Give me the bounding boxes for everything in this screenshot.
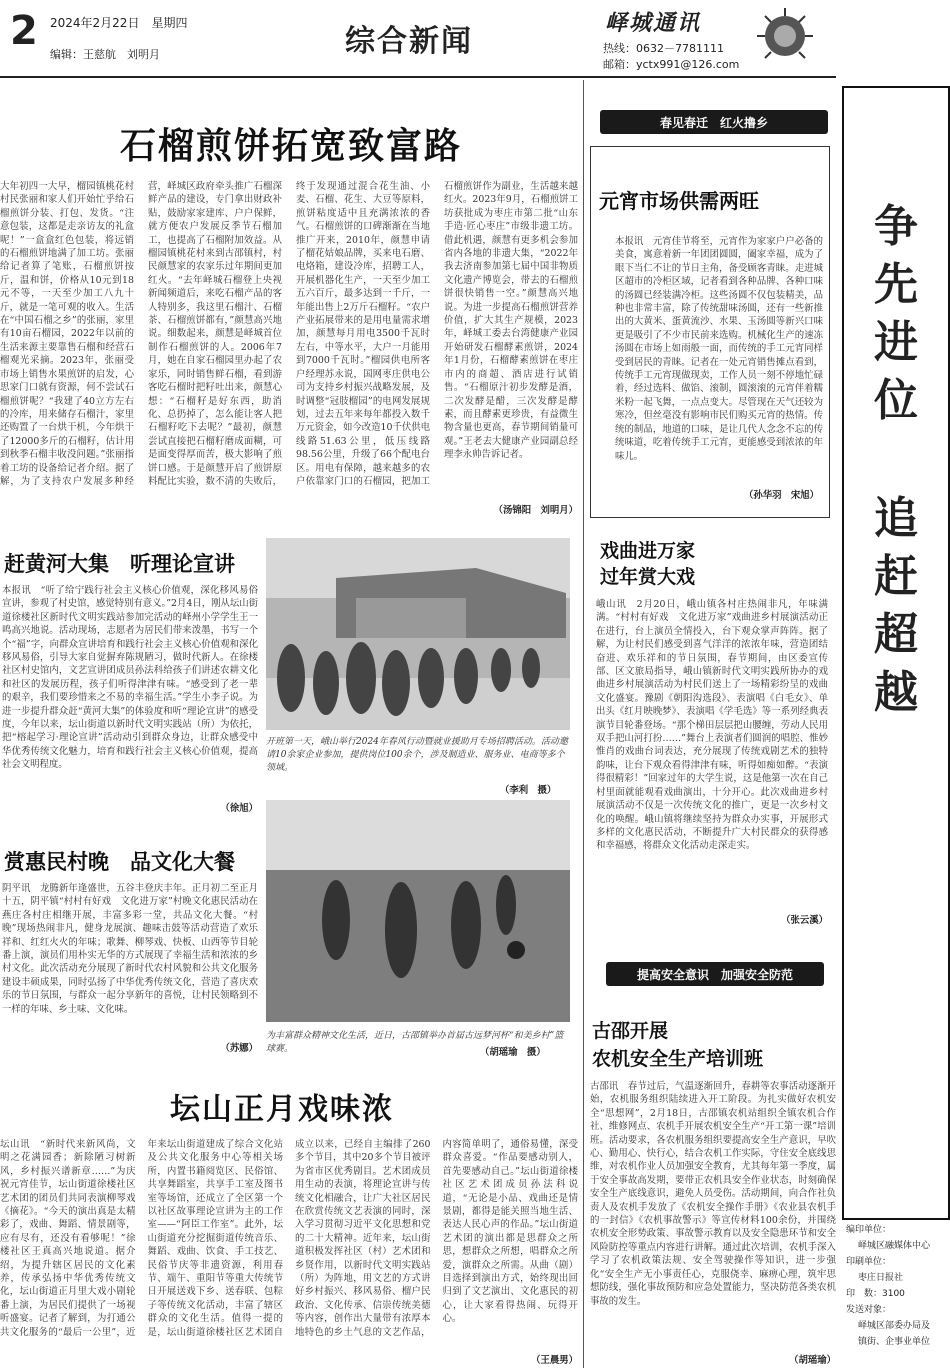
- article-body: 阴平讯 龙腾新年逢盛世，五谷丰登庆丰年。正月初二至正月十五，阴平镇“村村有好戏 文化进万家”村晚文化惠民活动在燕庄各村庄相继开展，丰富多彩一堂，共品文化大餐。“村晚”现场热闹非凡，健身龙展演、趣味击鼓等活动营造了欢乐祥和、红红火火的年味；歌舞、柳琴戏、快板、山西等节目轮番上演，演员们用朴实无华的方式展现了幸福生活和浓浓的乡村文化。此次活动充分展现了新时代农村风貌和公共文化服务建设丰硕成果，同时弘扬了中华优秀传统文化，营造了喜庆欢乐的节日氛围，与群众一起分享新年的喜悦，让村民领略到不一样的年味、乡土味、文化味。: [2, 883, 258, 1015]
- imprint-line: 镇街、企事业单位: [858, 1337, 931, 1347]
- hotline: 热线：0632－7781111: [603, 42, 724, 55]
- band-spring: 春见春迁 红火撸乡: [600, 110, 828, 134]
- article-tanshan: [0, 1138, 578, 1366]
- slogan-char: 进: [874, 317, 918, 368]
- byline: （胡瑶瑜）: [789, 1355, 836, 1366]
- byline: （孙华羽 宋旭）: [743, 490, 819, 501]
- imprint-line: 枣庄日报社: [858, 1273, 904, 1283]
- article-body: 本报讯 “听了给宁践行社会主义核心价值观，深化移风易俗宣讲，参观了村史馆，感觉特别有意义。”2月4日，刚从坛山街道徐楼社区新时代文明实践站参加完活动的峄州小学学生王一鸣高兴地说。活动现场，志愿者为居民们带来泼墨，书写一个个“福”字，向群众宣讲培育和践行社会主义核心价值观和深化移风易俗，引导大家自觉摒弃陈规陋习，做时代新人。在徐楼社区村史馆内，文艺宣讲团成员孙法科给孩子们讲述农耕文化和社区的发展历程，孩子们听得津津有味。“感受到了老一辈的艰辛，我们要珍惜来之不易的幸福生活。”学生小李子说。为进一步提升群众赶“黄河大集”的体验度和听“理论宣讲”的感受度，今年以来，坛山街道以新时代文明实践站（所）为依托，把“榕起学习·理论宣讲”活动动引到群众身边，让群众感受中华优秀传统文化魅力，培育和践行社会主义核心价值观，提高社会文明程度。: [2, 585, 258, 771]
- slogan-char: 追: [874, 493, 918, 544]
- photo-recruitment: [266, 538, 570, 730]
- article-title-agri-1: 古邵开展: [592, 1020, 669, 1042]
- byline: （汤锦阳 刘明月）: [493, 505, 578, 516]
- basketball-scene-icon: [266, 800, 570, 1022]
- article-body: 峨山讯 2月20日，峨山镇各村庄热闹非凡，年味满满。“村村有好戏 文化进万家”戏曲进乡村展演活动正在进行，台上演员全情投入，台下观众掌声阵阵。据了解，为让村民们感受到喜气洋洋的浓浓年味，营造团结奋进、欢乐祥和的节日氛围，春节期间，由区委宣传部、区文旅局指导，峨山镇新时代文明实践所协办的戏曲进乡村展演活动为村民们送上了一场精彩纷呈的戏曲文化盛宴。豫剧《朝阳沟选段》、表演唱《白毛女》、单出头《红月映晚梦》、表演唱《学毛选》等一系列经典表演节目轮番登场。“那个梯田层层把山腰缠，劳动人民用双手把山河打扮……”舞台上表演者们圆润的唱腔、惟妙惟肖的戏曲台词表达，充分展现了传统戏剧艺术的独特韵味，让台下观众看得津津有味，听得如痴如醉。“表演得很精彩！”回家过年的大学生说，这是他第一次在自己村里面就能观看戏曲演出，十分开心。此次戏曲进乡村展演活动不仅是一次传统文化的推广，更是一次乡村文化的唤醒。峨山镇将继续坚持为群众办实事，开展形式多样的文化惠民活动，不断提升广大村民群众的获得感和幸福感，将群众文化活动走深走实。: [596, 599, 828, 852]
- slogan-group-2: [844, 490, 948, 722]
- slogan-char: 赶: [874, 551, 918, 602]
- slogan-char: 越: [874, 667, 918, 718]
- page-number: 2: [10, 8, 38, 54]
- slogan-char: 先: [874, 259, 918, 310]
- byline: （苏娜）: [220, 1043, 258, 1054]
- photo-caption-basketball: 为丰富群众精神文化生活，近日，古邵镇举办首届古远梦河杯“和美乡村”篮球赛。: [266, 1031, 564, 1054]
- article-body: 古邵讯 春节过后，气温逐渐回升，春耕等农事活动逐渐开始，农机服务组织陆续进入开工阶段。为扎实做好农机安全“思想网”，2月18日，古邵镇农机站组织全镇农机合作社、维修网点、农机手开展农机安全生产“开工第一课”培训班。活动要求，各农机服务组织要提高安全生产意识，早吹心、勤用心、快行心，结合农机工作实际，守住安全底线思维，对农机作业人员加强安全教育，尤其每年第一季度，属于安全事故高发期，要带正农机具安全作业状态，时刻确保安全生产底线意识，避免人员受伤。活动期间，向合作社负责人及农机手发放了《农机安全操作手册》《农业县农机手的一封信》《农机事故警示》等宣传材料100余份，并围绕农机安全形势政策、事故警示教育以及安全隐患环节和安全风险防控等重点内容进行讲解。通过此次培训，农机手深入学习了农机政策法规、安全驾驶操作等知识，进一步强化“安全生产无小事责任心，克服侥幸、麻痹心理，筑牢思想防线，强化事故预防和应急处置能力，坚决防范各类农机事故的发生。: [590, 1081, 836, 1307]
- article-body: 坛山讯 “新时代来新风尚，文明之花满园香；新除陋习树新风，乡村振兴谱新章……”为庆祝元宵佳节，坛山街道徐楼社区艺术团的团员们共同表演柳琴戏《摘花》。“今天的演出真是太精彩了，戏曲、舞蹈、情景剧等，应有尽有，还没有看够呢！”徐楼社区王真高兴地说道。据介绍，为提升辖区居民的文化素养，传承弘扬中华优秀传统文化，坛山街道正月里大戏小剧轮番上演，为居民们提供了一场视听盛宴。记者了解到，为打通公共文化服务的“最后一公里”，近年来坛山街道建成了综合文化站及公共文化服务中心等相关场所，内置书籍阅览区、民俗馆、共享舞蹈室，共享手工室及图书室等场馆，还成立了全区第一个以社区故事理论宣讲为主的工作室——“阿臣工作室”。此外，坛山街道充分挖掘街道传统音乐、舞蹈、戏曲、饮食、手工技艺、民俗节庆等非遗资源，利用春节、端午、重阳节等重大传统节日开展送戏下乡、送春联、包粽子等传统文化活动，丰富了辖区群众的文化生活。值得一提的是，坛山街道徐楼社区艺术团自成立以来，已经自主编排了260多个节目，其中20多个节目被评为省市区优秀剧目。艺术团成员用生动的表演，将理论宣讲与传统文化相融合，让广大社区居民在欣赏传统文艺表演的同时，深入学习贯彻习近平文化思想和党的二十大精神。近年来，坛山街道积极发挥社区（村）艺术团和乡贤作用，以新时代文明实践站（所）为阵地，用文艺的方式讲好乡村振兴、移风易俗、榴户民政治、文化传承、信崇传统美德等内容，创作出大量带有浓厚本地特色的乡土气息的文艺作品，内容简单明了，通俗易懂，深受群众喜爱。“作品要感动别人，首先要感动自己。”坛山街道徐楼社区艺术团成员孙法科说道，“无论是小品、戏曲还是情景剧，都得是能关照当地生活、表达人民心声的作品。”坛山街道艺术团的演出都是思群众之所思，想群众之所想，唱群众之所爱，演群众之所需。从曲（剧）目选择到演出方式，始终现出回归到了文艺演出、文化惠民的初心，让大家看得热闹、玩得开心。: [0, 1139, 578, 1338]
- article-title-opera-2: 过年赏大戏: [600, 566, 696, 588]
- byline: （张云溪）: [781, 915, 828, 926]
- slogan-box: [842, 86, 950, 1220]
- section-title: 综合新闻: [345, 24, 473, 59]
- imprint-line: 编印单位：: [846, 1225, 892, 1235]
- imprint-line: 发送对象：: [846, 1305, 892, 1315]
- article-title-lantern: 元宵市场供需两旺: [599, 189, 759, 213]
- article-title-yellowriver: 赶黄河大集 听理论宣讲: [4, 552, 235, 576]
- issue-date: 2024年2月22日 星期四: [50, 16, 188, 30]
- article-title-pomegranate: 石榴煎饼拓宽致富路: [120, 126, 463, 167]
- byline: （王晨男）: [531, 1355, 578, 1366]
- slogan-text: [844, 198, 948, 722]
- article-yellowriver: [2, 584, 258, 814]
- article-title-opera-1: 戏曲进万家: [600, 540, 696, 562]
- article-title-tanshan: 坛山正月戏味浓: [170, 1092, 394, 1127]
- article-agri: [590, 1080, 836, 1366]
- article-lantern-box: [590, 146, 830, 518]
- article-pomegranate: [0, 180, 578, 520]
- photo-basketball: [266, 800, 570, 1022]
- imprint-line: 印刷单位：: [846, 1257, 892, 1267]
- article-opera: [596, 598, 828, 928]
- recruitment-scene-icon: [266, 538, 570, 730]
- email: 邮箱：yctx991@126.com: [603, 58, 740, 71]
- header-rule: [0, 76, 836, 78]
- photo-credit-basketball: （胡瑶瑜 摄）: [480, 1047, 546, 1058]
- slogan-char: 超: [874, 609, 918, 660]
- article-body: 本报讯 元宵佳节将至，元宵作为家家户户必备的美食，寓意着新一年团团圆圆，阖家幸福，成为了眼下当仁不让的节日主角，备受顾客青睐。走进城区超市的冷柜区域，记者看到各种品牌、各种口味的汤圆已经装满冷柜。这些汤圆不仅包装精美，品种也非常丰富，除了传统甜味汤圆，还有一些新推出的大黄米、蛋黄流沙、水果、玉汤圆等新兴口味更是吸引了不少市民前来选购。机械化生产的速冻汤圆在市场上如雨般一面，而传统的手工元宵同样受到居民的青睐。记者在一处元宵销售摊点看到，传统手工元宵现做现卖，工作人员一刻不停地忙碌着，经过选料、做馅、滚制，圆滚滚的元宵伴着糯米粉一起飞舞，一点点变大。尽管现在天气还较为寒冷，但丝毫没有影响市民们购买元宵的热情。传统的制品，地道的口味，是让几代人念念不忘的传统味道，吃着传统手工元宵，更能感受到浓浓的年味儿。: [615, 236, 823, 462]
- byline: （徐旭）: [220, 803, 258, 814]
- imprint-line: 峄城区部委办局及: [858, 1321, 931, 1331]
- imprint: [846, 1222, 946, 1350]
- imprint-line: 印 数：3100: [846, 1289, 905, 1299]
- band-safety: 提高安全意识 加强安全防范: [606, 962, 824, 986]
- article-title-agri-2: 农机安全生产培训班: [592, 1048, 764, 1070]
- photo-caption-recruitment: 开班第一天，峨山举行2024年春风行动暨就业援助月专场招聘活动。活动邀请10余家企业参加，提供岗位100余个，涉及制造业、服务业、电商等多个领域。: [266, 737, 568, 773]
- slogan-char: 争: [874, 201, 918, 252]
- article-body: 大年初四一大早，榴园镇桃花村村民张丽和家人们开始忙乎给石榴煎饼分装、打包、发货。“注意包装，这都是走亲访友的礼盒呢！”一盒盒红色包装，将远销的石榴煎饼地满了加工坊。张丽给记者算了笔账，石榴煎饼按斤，温和饼，价格从10元到18元不等，一天至少加工八九十斤，就是一笔可观的收入。生活在“中国石榴之乡”的张丽，家里有10亩石榴园，2022年以前的生活来源主要靠售石榴和经营石榴观光采摘。2023年，张丽受市场上销售水果煎饼的启发，心思家门口就有资源，何不尝试石榴煎饼呢？“我建了40立方左右的冷库，用来储存石榴汁，家里还购置了一台烘干机，今年烘干了12000多斤的石榴籽，估计用到秋季石榴丰收没问题。”张丽指着工坊的设备给记者介绍。据了解，为了支持农户发展多种经营，峄城区政府牵头推广石榴深鲜产品的建设，专门拿出财政补贴，鼓励家家建库、户户保鲜，就方便农户发展反季节石榴加工，也提高了石榴附加效益。从榴园镇桃花村来到古邵镇村，村民颜慧家的农家乐过年期间更加红火。“去年峄城石榴登上央视新闻频道后，来吃石榴产品的客人特别多，我这里石榴汁、石榴茶、石榴煎饼都有，”颜慧高兴地说。细数起来，颜慧是峄城首位制作石榴煎饼的人。2006年7月，她在自家石榴园里办起了农家乐，同时销售鲜石榴，看到游客吃石榴时把籽吐出来，颜慧心想：“石榴籽是好东西，助消化、总扔掉了，怎么能让客人把石榴籽吃下去呢？”最初，颜慧尝试直接把石榴籽磨成面糊，可是面变得厚而苦，极大影响了煎饼口感。于是颜慧开启了煎饼原料配比实验，数不清的失败后，终于发现通过混合花生油、小麦、石榴、花生、大豆等原料，煎饼粘度适中且充满浓浓的香气。石榴煎饼的口碑渐渐在当地推广开来，2010年，颜慧申请了榴花姑娘品牌，买来电石磨、电烙箱，建设冷库，招聘工人，开展机器化生产，一天至少加工五六百斤，最多达到一千斤，一年能出售上2万斤石榴籽。“农户产业拓展带来的是用电量需求增加，颜慧每月用电3500千瓦时左右，中等水平，大户一月能用到7000千瓦时。”榴园供电所客户经理苏永说，国网枣庄供电公司为支持乡村振兴战略发展，及时调整“冠肢榴园”的电网发展规划，过去五年来每年都投入数千万元资金，如今改造10千伏供电线路51.63公里，低压线路98.56公里，升级了66个配电台区。用电有保障，越来越多的农户依靠家门口的石榴园，把加工石榴煎饼作为副业，生活越来越红火。2023年9月，石榴煎饼工坊获批成为枣庄市第二批“山东手造·匠心枣庄”市级非遗工坊。借此机遇，颜慧有更多机会参加省内各地的非遗大集，“2022年我去济南参加第七届中国非物质文化遗产博览会，带去的石榴煎饼很快销售一空。”颜慧高兴地说。为进一步提高石榴煎饼营养价值，扩大其生产规模，2023年，峄城工委去台湾健康产业园开始研发石榴酵素煎饼，2024年1月份，石榴酵素煎饼在枣庄市内的商超、酒店进行试销售。“石榴原汁初步发酵是酒，二次发酵是醋，三次发酵是酵素，而且酵素更珍贵，有益微生物含量也更高，春节期间销量可观。”王老去大健康产业园副总经理李永帅告诉记者。: [0, 181, 578, 487]
- article-title-villagegala: 赏惠民村晚 品文化大餐: [4, 850, 235, 874]
- masthead-brand: 峄城通讯: [605, 10, 702, 36]
- slogan-char: 位: [874, 375, 918, 426]
- editors: 编辑：王慈航 刘明月: [50, 48, 160, 61]
- photo-credit-recruitment: （李利 摄）: [500, 785, 557, 796]
- imprint-line: 峄城区融媒体中心: [858, 1241, 931, 1251]
- column-divider: [583, 80, 584, 1368]
- slogan-group-1: [844, 198, 948, 430]
- pomegranate-flower-icon: [745, 2, 825, 72]
- article-villagegala: [2, 882, 258, 1054]
